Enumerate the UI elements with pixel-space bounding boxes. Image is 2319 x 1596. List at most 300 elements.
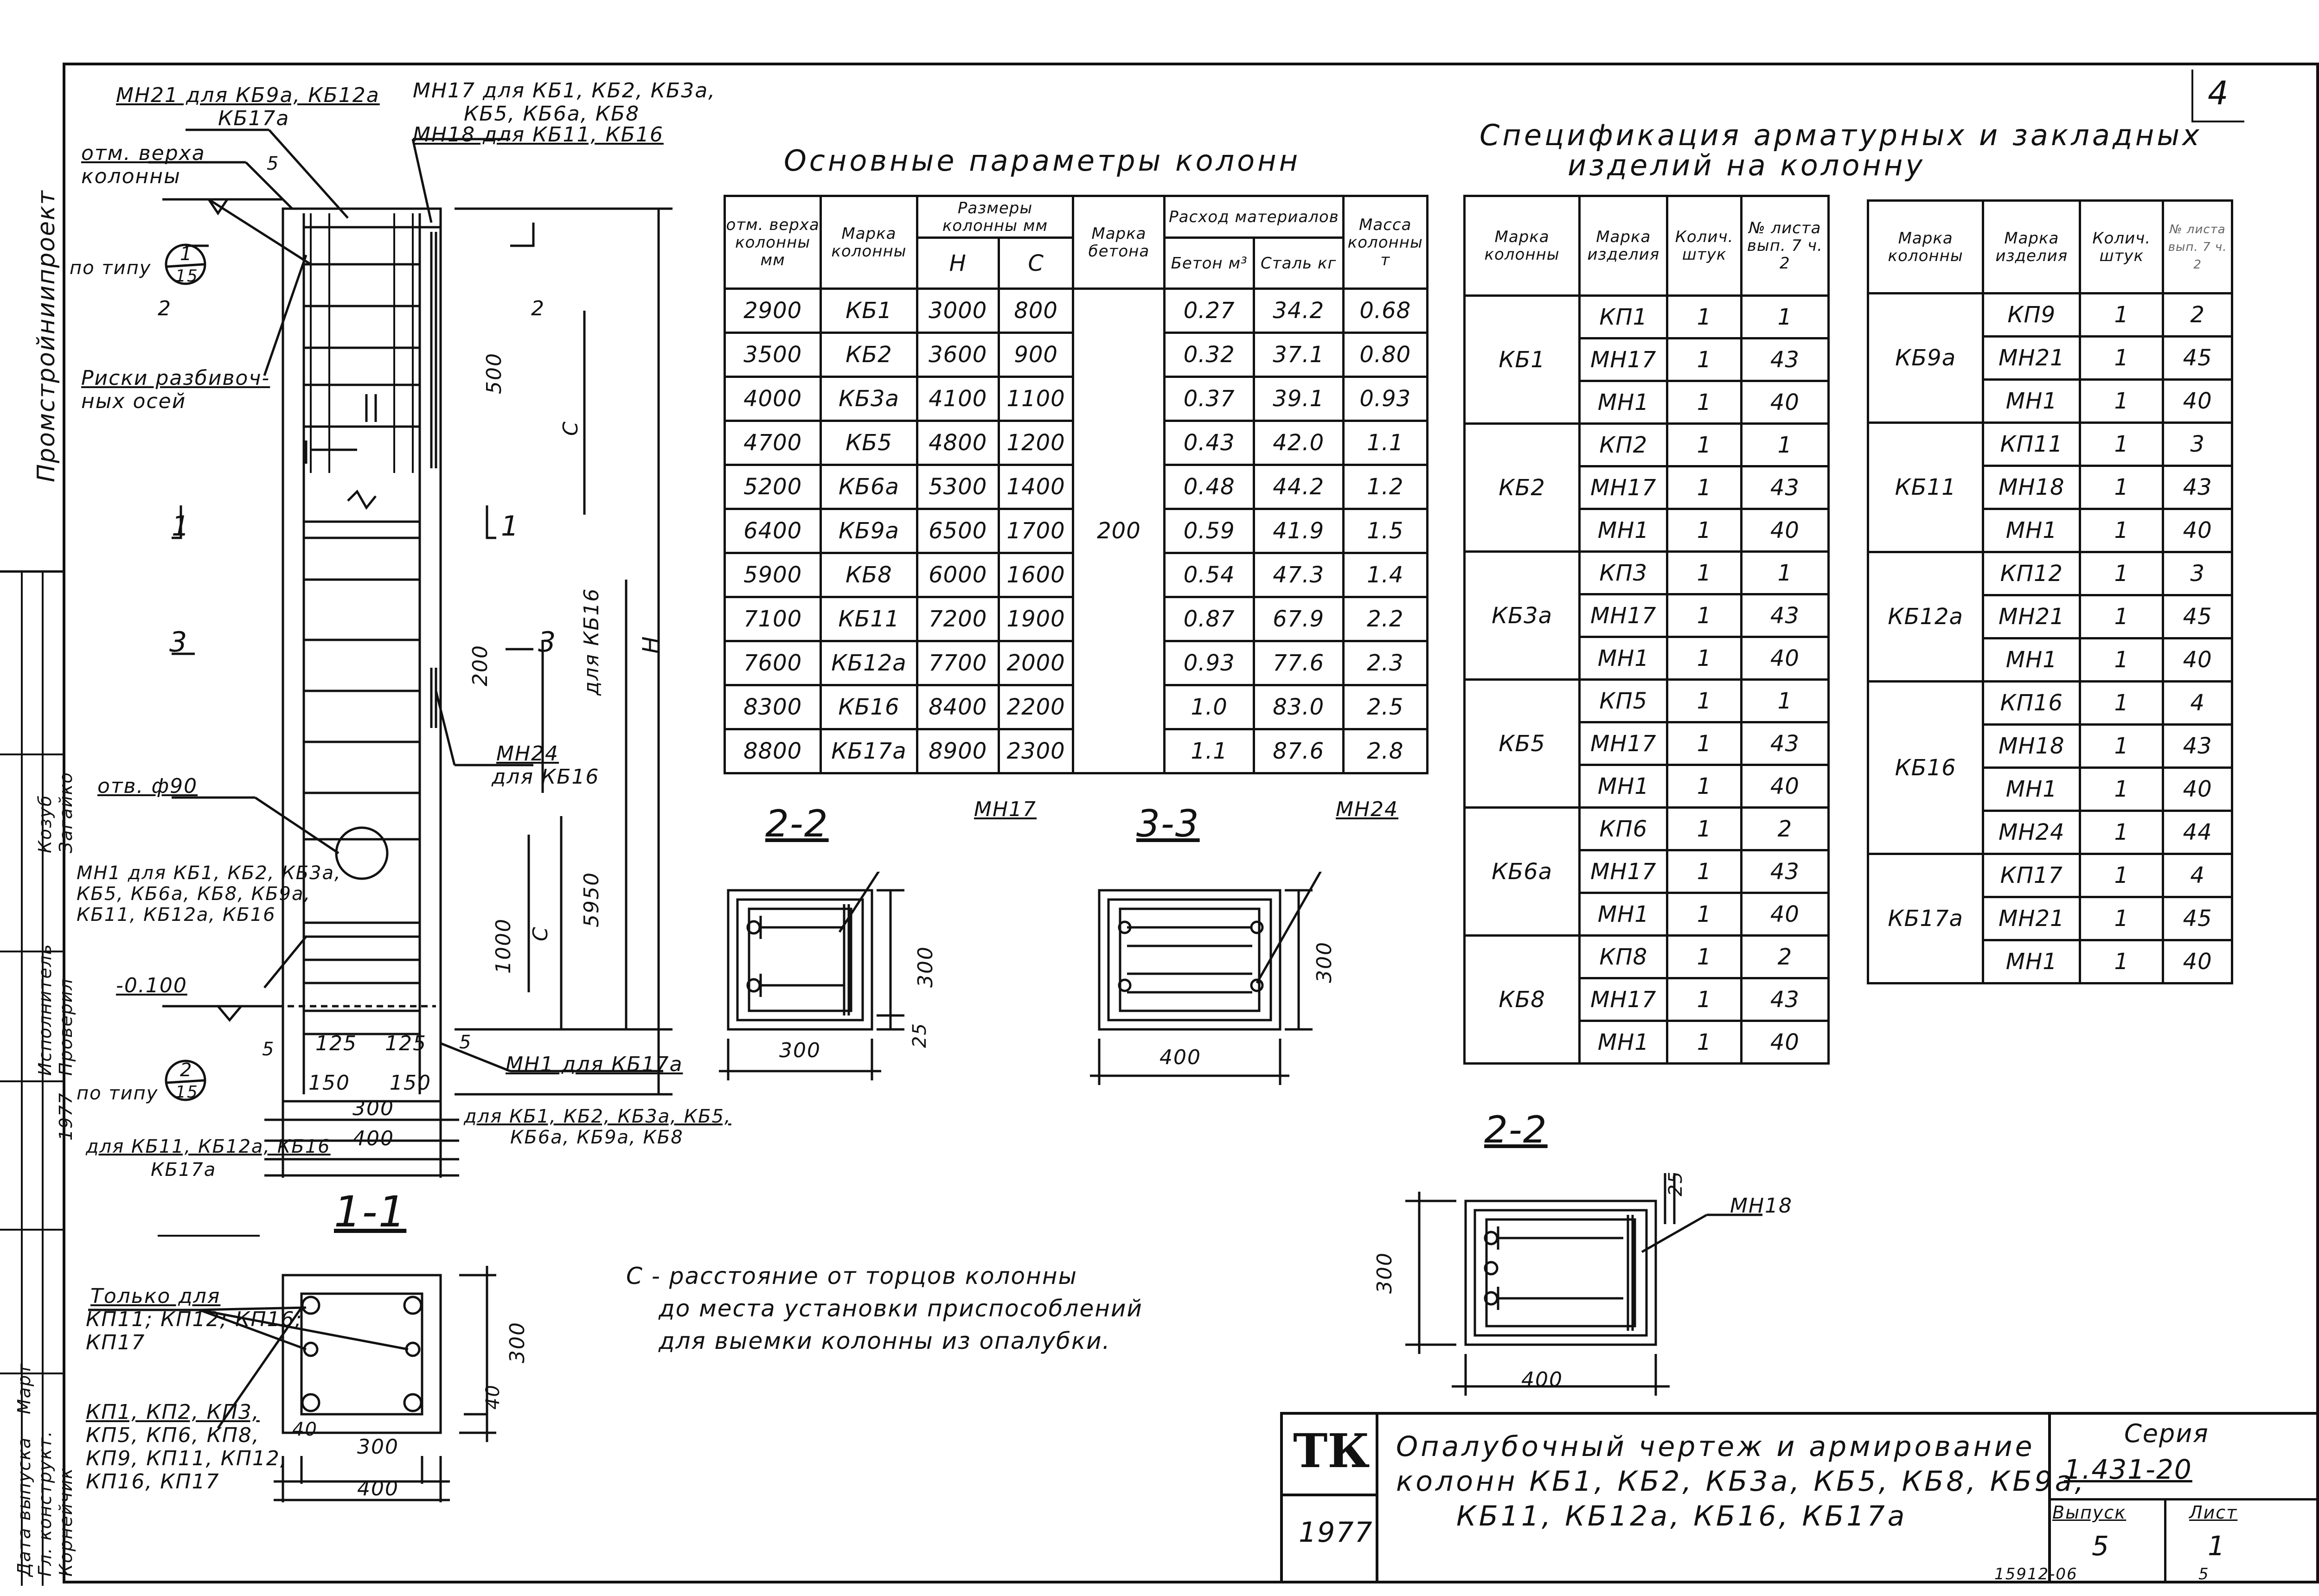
spec-cell-item-mark: МН17 xyxy=(1580,338,1667,381)
params-cell-volume: 0.87 xyxy=(1165,597,1254,641)
spec-cell-sheet: 43 xyxy=(1741,978,1828,1021)
title-block-logo: ТК xyxy=(1293,1424,1370,1478)
side-stamp-year-4: 1977 xyxy=(56,1092,76,1141)
params-cell-steel: 77.6 xyxy=(1254,641,1343,685)
spec-cell-qty: 1 xyxy=(1667,936,1741,978)
label-potipu-1: по типу xyxy=(70,257,152,279)
side-stamp-role-1: Гл. конструкт. xyxy=(35,1430,55,1577)
section-1-1-list-2: КП5, КП6, КП8, xyxy=(86,1424,260,1447)
params-cell-top: 7100 xyxy=(725,597,821,641)
section-2-2-mark: МН17 xyxy=(974,798,1037,821)
params-cell-top: 4000 xyxy=(725,377,821,421)
spec-row xyxy=(1868,552,2232,595)
spec-cell-qty: 1 xyxy=(1667,808,1741,850)
spec-title-2: изделий на колонну xyxy=(1568,148,1926,182)
dim-400: 400 xyxy=(352,1127,394,1150)
section-2-2-dim-w: 300 xyxy=(779,1039,821,1062)
spec-cell-item-mark: МН1 xyxy=(1580,765,1667,808)
spec-cell-item-mark: КП1 xyxy=(1580,296,1667,338)
params-cell-top: 5900 xyxy=(725,553,821,597)
params-cell-mark: КБ1 xyxy=(821,289,917,333)
spec-row xyxy=(1465,424,1829,466)
spec-cell-qty: 1 xyxy=(2080,725,2163,768)
dim-5a: 5 xyxy=(262,1039,275,1060)
label-cut1-left: 1 xyxy=(172,510,191,543)
params-cell-mass: 2.5 xyxy=(1343,685,1427,729)
spec-cell-item-mark: МН18 xyxy=(1983,466,2080,509)
spec-cell-item-mark: МН17 xyxy=(1580,466,1667,509)
params-cell-steel: 67.9 xyxy=(1254,597,1343,641)
label-cut5-top: 5 xyxy=(267,153,280,174)
spec-cell-item-mark: КП2 xyxy=(1580,424,1667,466)
spec-cell-qty: 1 xyxy=(2080,897,2163,940)
params-cell-steel: 47.3 xyxy=(1254,553,1343,597)
params-cell-steel: 83.0 xyxy=(1254,685,1343,729)
label-mn1-a: МН1 для КБ1, КБ2, КБ3а, xyxy=(77,862,341,884)
spec-cell-sheet: 43 xyxy=(2163,466,2232,509)
spec-cell-qty: 1 xyxy=(1667,509,1741,552)
params-cell-h: 5300 xyxy=(917,465,999,509)
spec-cell-sheet: 40 xyxy=(1741,509,1828,552)
spec-cell-qty: 1 xyxy=(1667,338,1741,381)
spec-cell-sheet: 2 xyxy=(1741,936,1828,978)
spec-left-th-sheet: № листа вып. 7 ч. 2 xyxy=(1741,196,1828,296)
th-sizes: Размеры колонны мм xyxy=(917,196,1073,238)
th-conc-vol: Бетон м³ xyxy=(1165,238,1254,289)
params-cell-mass: 1.1 xyxy=(1343,421,1427,465)
spec-cell-qty: 1 xyxy=(2080,380,2163,423)
params-cell-c: 1400 xyxy=(999,465,1073,509)
section-3-3-mark: МН24 xyxy=(1336,798,1399,821)
section-2-2-mn18-dim-h: 300 xyxy=(1373,1252,1397,1294)
side-stamp-org: Промстройниипроект xyxy=(32,190,60,482)
spec-cell-qty: 1 xyxy=(2080,466,2163,509)
params-cell-steel: 87.6 xyxy=(1254,729,1343,773)
th-concrete: Марка бетона xyxy=(1073,196,1165,289)
spec-cell-item-mark: МН18 xyxy=(1983,725,2080,768)
spec-cell-qty: 1 xyxy=(1667,552,1741,594)
th-mass: Масса колонны т xyxy=(1343,196,1427,289)
spec-cell-item-mark: МН1 xyxy=(1580,509,1667,552)
params-cell-mark: КБ6а xyxy=(821,465,917,509)
note-line-3: для выемки колонны из опалубки. xyxy=(659,1328,1111,1354)
section-3-3-drawing xyxy=(1081,872,1452,1113)
spec-cell-sheet: 43 xyxy=(2163,725,2232,768)
callout-1-den: 15 xyxy=(175,267,199,286)
params-cell-h: 6000 xyxy=(917,553,999,597)
label-cut2-right: 2 xyxy=(531,297,545,320)
side-stamp-name-2: Козуб xyxy=(35,794,55,853)
spec-row xyxy=(1868,294,2232,337)
params-cell-mark: КБ3а xyxy=(821,377,917,421)
params-cell-mass: 0.93 xyxy=(1343,377,1427,421)
spec-cell-column-mark: КБ2 xyxy=(1465,424,1580,552)
params-cell-mass: 2.2 xyxy=(1343,597,1427,641)
spec-cell-qty: 1 xyxy=(1667,466,1741,509)
dim-5b: 5 xyxy=(459,1032,472,1053)
spec-table-left xyxy=(1463,195,1830,1065)
spec-cell-sheet: 40 xyxy=(2163,380,2232,423)
spec-right-th-sheet: № листа вып. 7 ч. 2 xyxy=(2163,201,2232,294)
params-cell-c: 1200 xyxy=(999,421,1073,465)
section-2-2-title: 2-2 xyxy=(765,802,829,845)
spec-right-th-qty: Колич. штук xyxy=(2080,201,2163,294)
title-block-series: 1.431-20 xyxy=(2064,1454,2192,1485)
spec-cell-sheet: 43 xyxy=(1741,594,1828,637)
spec-title-1: Спецификация арматурных и закладных xyxy=(1480,118,2202,152)
label-top-level: отм. верха xyxy=(81,141,205,165)
spec-cell-sheet: 3 xyxy=(2163,552,2232,595)
spec-cell-qty: 1 xyxy=(2080,595,2163,638)
bottom-num: 5 xyxy=(2198,1565,2210,1583)
spec-cell-qty: 1 xyxy=(1667,381,1741,424)
note-line-2: до места установки приспособлений xyxy=(659,1295,1143,1322)
params-cell-volume: 1.1 xyxy=(1165,729,1254,773)
spec-cell-qty: 1 xyxy=(2080,294,2163,337)
spec-cell-qty: 1 xyxy=(2080,854,2163,897)
section-1-1-list-1: КП1, КП2, КП3, xyxy=(86,1400,260,1424)
params-cell-mass: 1.5 xyxy=(1343,509,1427,553)
spec-row xyxy=(1465,936,1829,978)
side-stamp-role-4: Дата выпуска xyxy=(14,1436,34,1577)
spec-cell-sheet: 1 xyxy=(1741,424,1828,466)
params-row xyxy=(725,289,1428,333)
spec-cell-sheet: 2 xyxy=(1741,808,1828,850)
section-2-2-mn18-dim-25: 25 xyxy=(1665,1171,1686,1196)
spec-cell-sheet: 43 xyxy=(1741,466,1828,509)
spec-cell-column-mark: КБ9а xyxy=(1868,294,1983,423)
params-cell-c: 1900 xyxy=(999,597,1073,641)
title-block-issue-label: Выпуск xyxy=(2052,1502,2127,1523)
spec-cell-qty: 1 xyxy=(2080,337,2163,380)
spec-cell-item-mark: МН1 xyxy=(1983,380,2080,423)
params-cell-volume: 1.0 xyxy=(1165,685,1254,729)
spec-cell-item-mark: КП17 xyxy=(1983,854,2080,897)
spec-cell-item-mark: МН24 xyxy=(1983,811,2080,854)
params-cell-volume: 0.37 xyxy=(1165,377,1254,421)
section-1-1-dim-40a: 40 xyxy=(292,1419,318,1440)
spec-cell-item-mark: МН17 xyxy=(1580,850,1667,893)
section-1-1-only-3: КП17 xyxy=(86,1331,146,1354)
params-cell-volume: 0.32 xyxy=(1165,333,1254,377)
params-cell-mark: КБ9а xyxy=(821,509,917,553)
params-cell-h: 6500 xyxy=(917,509,999,553)
params-cell-mass: 0.80 xyxy=(1343,333,1427,377)
spec-cell-column-mark: КБ12а xyxy=(1868,552,1983,682)
label-top-level-2: колонны xyxy=(81,165,181,188)
params-cell-steel: 39.1 xyxy=(1254,377,1343,421)
label-for-kb1-b: КБ6а, КБ9а, КБ8 xyxy=(510,1127,684,1148)
spec-right-body xyxy=(1868,294,2232,983)
spec-cell-item-mark: МН21 xyxy=(1983,337,2080,380)
spec-cell-item-mark: МН1 xyxy=(1580,1021,1667,1064)
th-h: Н xyxy=(917,238,999,289)
params-cell-mark: КБ8 xyxy=(821,553,917,597)
side-stamp-name-1: Корнейчик xyxy=(56,1467,76,1577)
spec-row xyxy=(1465,808,1829,850)
params-cell-top: 4700 xyxy=(725,421,821,465)
spec-cell-item-mark: КП5 xyxy=(1580,680,1667,722)
params-cell-top: 8300 xyxy=(725,685,821,729)
note-line-1: С - расстояние от торцов колонны xyxy=(626,1263,1077,1290)
spec-left-th-col: Марка колонны xyxy=(1465,196,1580,296)
spec-cell-sheet: 1 xyxy=(1741,680,1828,722)
spec-cell-item-mark: КП8 xyxy=(1580,936,1667,978)
section-1-1-only-2: КП11; КП12; КП16; xyxy=(86,1308,303,1331)
spec-cell-item-mark: КП3 xyxy=(1580,552,1667,594)
section-1-1-dim-300: 300 xyxy=(357,1435,399,1459)
label-mn24-b: для КБ16 xyxy=(492,765,600,789)
label-for-kb1: для КБ1, КБ2, КБ3а, КБ5, xyxy=(464,1106,731,1127)
spec-cell-sheet: 45 xyxy=(2163,595,2232,638)
spec-cell-item-mark: КП16 xyxy=(1983,682,2080,725)
params-cell-top: 8800 xyxy=(725,729,821,773)
spec-left-th-item: Марка изделия xyxy=(1580,196,1667,296)
spec-cell-column-mark: КБ17а xyxy=(1868,854,1983,983)
spec-cell-sheet: 45 xyxy=(2163,337,2232,380)
spec-cell-column-mark: КБ1 xyxy=(1465,296,1580,424)
spec-cell-qty: 1 xyxy=(2080,552,2163,595)
params-cell-top: 6400 xyxy=(725,509,821,553)
spec-cell-column-mark: КБ6а xyxy=(1465,808,1580,936)
spec-cell-qty: 1 xyxy=(2080,509,2163,552)
dim-150-b: 150 xyxy=(390,1071,431,1095)
spec-cell-sheet: 40 xyxy=(2163,509,2232,552)
params-cell-h: 7200 xyxy=(917,597,999,641)
params-cell-c: 1700 xyxy=(999,509,1073,553)
spec-cell-sheet: 43 xyxy=(1741,850,1828,893)
spec-cell-qty: 1 xyxy=(2080,768,2163,811)
label-cut3-right: 3 xyxy=(538,626,557,658)
spec-cell-sheet: 40 xyxy=(1741,381,1828,424)
params-cell-c: 800 xyxy=(999,289,1073,333)
section-1-1-dim-40b: 40 xyxy=(482,1384,504,1410)
corner-sheet-number: 4 xyxy=(2208,74,2229,112)
spec-cell-column-mark: КБ16 xyxy=(1868,682,1983,854)
label-mn17b: КБ5, КБ6а, КБ8 xyxy=(464,102,640,126)
spec-cell-item-mark: МН1 xyxy=(1580,893,1667,936)
label-mn18: МН18 для КБ11, КБ16 xyxy=(413,123,664,147)
params-table xyxy=(724,195,1429,774)
spec-left-body xyxy=(1465,296,1829,1064)
params-cell-concrete: 200 xyxy=(1073,289,1165,773)
params-cell-top: 5200 xyxy=(725,465,821,509)
params-cell-volume: 0.93 xyxy=(1165,641,1254,685)
label-for-kb11-b: КБ17а xyxy=(151,1159,217,1181)
spec-cell-item-mark: МН17 xyxy=(1580,722,1667,765)
params-cell-h: 3600 xyxy=(917,333,999,377)
params-cell-steel: 44.2 xyxy=(1254,465,1343,509)
params-cell-mark: КБ16 xyxy=(821,685,917,729)
side-stamp-role-3: Проверил xyxy=(56,978,76,1076)
spec-cell-qty: 1 xyxy=(1667,765,1741,808)
spec-cell-sheet: 45 xyxy=(2163,897,2232,940)
spec-cell-item-mark: МН1 xyxy=(1580,637,1667,680)
title-block-sheet: 1 xyxy=(2208,1530,2226,1562)
params-cell-c: 1100 xyxy=(999,377,1073,421)
dim-5950: 5950 xyxy=(580,872,603,927)
section-2-2-dim-h: 300 xyxy=(914,946,937,988)
label-mn1-kb17a: МН1 для КБ17а xyxy=(506,1053,683,1076)
th-c: С xyxy=(999,238,1073,289)
spec-cell-sheet: 43 xyxy=(1741,338,1828,381)
spec-cell-qty: 1 xyxy=(1667,850,1741,893)
params-cell-volume: 0.27 xyxy=(1165,289,1254,333)
params-cell-mark: КБ11 xyxy=(821,597,917,641)
spec-cell-sheet: 43 xyxy=(1741,722,1828,765)
spec-cell-qty: 1 xyxy=(2080,940,2163,983)
spec-cell-sheet: 40 xyxy=(2163,768,2232,811)
title-block-issue: 5 xyxy=(2092,1530,2110,1562)
params-cell-volume: 0.48 xyxy=(1165,465,1254,509)
label-for-kb11: для КБ11, КБ12а, КБ16 xyxy=(86,1136,331,1157)
dim-125-a: 125 xyxy=(315,1032,357,1055)
spec-cell-column-mark: КБ3а xyxy=(1465,552,1580,680)
section-3-3-dim-h: 300 xyxy=(1313,941,1336,983)
title-block-title-3: КБ11, КБ12а, КБ16, КБ17а xyxy=(1456,1500,1908,1532)
spec-cell-qty: 1 xyxy=(2080,638,2163,682)
spec-cell-qty: 1 xyxy=(2080,682,2163,725)
spec-right-th-item: Марка изделия xyxy=(1983,201,2080,294)
side-stamp-val-4: Март xyxy=(14,1363,34,1414)
params-title: Основные параметры колонн xyxy=(784,144,1301,178)
params-cell-top: 7600 xyxy=(725,641,821,685)
title-block-logo-box xyxy=(1285,1419,1368,1486)
spec-cell-sheet: 44 xyxy=(2163,811,2232,854)
section-1-1-dim-400: 400 xyxy=(357,1477,399,1500)
spec-row xyxy=(1465,680,1829,722)
title-block-sheet-label: Лист xyxy=(2189,1502,2238,1523)
spec-cell-item-mark: МН1 xyxy=(1983,768,2080,811)
spec-cell-qty: 1 xyxy=(2080,811,2163,854)
callout-2-den: 15 xyxy=(175,1083,199,1102)
label-mn1-c: КБ11, КБ12а, КБ16 xyxy=(77,904,276,926)
params-cell-h: 4800 xyxy=(917,421,999,465)
spec-cell-qty: 1 xyxy=(1667,680,1741,722)
label-otv: отв. ф90 xyxy=(97,774,198,798)
dim-125-b: 125 xyxy=(385,1032,427,1055)
spec-cell-sheet: 40 xyxy=(2163,940,2232,983)
section-1-1-list-4: КП16, КП17 xyxy=(86,1470,220,1494)
spec-cell-qty: 1 xyxy=(1667,1021,1741,1064)
spec-cell-sheet: 3 xyxy=(2163,423,2232,466)
params-cell-h: 8900 xyxy=(917,729,999,773)
title-block-series-label: Серия xyxy=(2124,1419,2209,1448)
params-cell-c: 2000 xyxy=(999,641,1073,685)
spec-cell-column-mark: КБ5 xyxy=(1465,680,1580,808)
spec-cell-sheet: 40 xyxy=(1741,637,1828,680)
label-mn24: МН24 xyxy=(496,742,559,766)
label-mn17: МН17 для КБ1, КБ2, КБ3а, xyxy=(413,79,716,102)
params-cell-h: 3000 xyxy=(917,289,999,333)
section-2-2-drawing xyxy=(710,872,1081,1113)
spec-cell-qty: 1 xyxy=(1667,594,1741,637)
label-cut1-right: 1 xyxy=(501,510,520,543)
spec-row xyxy=(1465,552,1829,594)
params-cell-h: 8400 xyxy=(917,685,999,729)
section-1-1-title: 1-1 xyxy=(334,1187,407,1237)
spec-cell-item-mark: МН21 xyxy=(1983,595,2080,638)
spec-cell-sheet: 4 xyxy=(2163,682,2232,725)
params-cell-h: 4100 xyxy=(917,377,999,421)
spec-table-right xyxy=(1867,199,2233,984)
section-1-1-dim-h300: 300 xyxy=(506,1321,529,1363)
params-cell-mark: КБ12а xyxy=(821,641,917,685)
spec-cell-qty: 1 xyxy=(2080,423,2163,466)
spec-cell-sheet: 2 xyxy=(2163,294,2232,337)
spec-cell-sheet: 40 xyxy=(2163,638,2232,682)
params-cell-steel: 34.2 xyxy=(1254,289,1343,333)
spec-cell-item-mark: МН1 xyxy=(1983,509,2080,552)
bottom-code: 15912-06 xyxy=(1994,1565,2078,1583)
label-mn21: МН21 для КБ9а, КБ12а xyxy=(116,83,380,107)
spec-cell-item-mark: КП9 xyxy=(1983,294,2080,337)
params-cell-mass: 2.3 xyxy=(1343,641,1427,685)
spec-cell-sheet: 1 xyxy=(1741,296,1828,338)
dim-1000: 1000 xyxy=(492,918,515,974)
spec-cell-sheet: 4 xyxy=(2163,854,2232,897)
params-cell-top: 3500 xyxy=(725,333,821,377)
side-stamp-name-3: Загайко xyxy=(56,772,76,853)
callout-1-num: 1 xyxy=(180,243,193,265)
spec-cell-item-mark: МН17 xyxy=(1580,594,1667,637)
params-cell-volume: 0.43 xyxy=(1165,421,1254,465)
spec-cell-sheet: 40 xyxy=(1741,765,1828,808)
spec-cell-qty: 1 xyxy=(1667,424,1741,466)
title-block-title-2: колонн КБ1, КБ2, КБ3а, КБ5, КБ8, КБ9а, xyxy=(1396,1465,2087,1498)
params-cell-mark: КБ2 xyxy=(821,333,917,377)
dim-c-bottom: С xyxy=(529,926,552,941)
section-2-2-mn18-dim-w: 400 xyxy=(1521,1368,1563,1392)
params-cell-steel: 37.1 xyxy=(1254,333,1343,377)
spec-cell-item-mark: КП6 xyxy=(1580,808,1667,850)
label-kb17a: КБ17а xyxy=(218,107,290,130)
spec-row xyxy=(1868,682,2232,725)
spec-cell-qty: 1 xyxy=(1667,722,1741,765)
spec-cell-item-mark: МН1 xyxy=(1580,381,1667,424)
params-cell-h: 7700 xyxy=(917,641,999,685)
dim-for-kb16: для КБ16 xyxy=(580,587,603,696)
params-body xyxy=(725,289,1428,773)
label-level: -0.100 xyxy=(116,974,187,997)
title-block-title-1: Опалубочный чертеж и армирование xyxy=(1396,1430,2035,1463)
section-2-2-dim-25: 25 xyxy=(909,1022,930,1048)
params-cell-mark: КБ5 xyxy=(821,421,917,465)
params-cell-volume: 0.59 xyxy=(1165,509,1254,553)
label-mn1-b: КБ5, КБ6а, КБ8, КБ9а, xyxy=(77,883,311,905)
spec-cell-item-mark: КП11 xyxy=(1983,423,2080,466)
dim-300: 300 xyxy=(352,1097,394,1120)
spec-cell-item-mark: КП12 xyxy=(1983,552,2080,595)
params-cell-c: 1600 xyxy=(999,553,1073,597)
spec-right-th-col: Марка колонны xyxy=(1868,201,1983,294)
label-risk-2: ных осей xyxy=(81,389,186,413)
params-cell-mass: 1.2 xyxy=(1343,465,1427,509)
th-top: отм. верха колонны мм xyxy=(725,196,821,289)
section-2-2-mn18-mark: МН18 xyxy=(1730,1194,1793,1218)
th-steel: Сталь кг xyxy=(1254,238,1343,289)
spec-cell-item-mark: МН17 xyxy=(1580,978,1667,1021)
params-cell-mass: 1.4 xyxy=(1343,553,1427,597)
spec-cell-qty: 1 xyxy=(1667,978,1741,1021)
spec-cell-sheet: 40 xyxy=(1741,1021,1828,1064)
section-3-3-dim-w: 400 xyxy=(1160,1046,1201,1069)
spec-cell-sheet: 1 xyxy=(1741,552,1828,594)
th-mark: Марка колонны xyxy=(821,196,917,289)
spec-cell-column-mark: КБ11 xyxy=(1868,423,1983,552)
dim-200: 200 xyxy=(468,645,492,686)
spec-cell-column-mark: КБ8 xyxy=(1465,936,1580,1064)
